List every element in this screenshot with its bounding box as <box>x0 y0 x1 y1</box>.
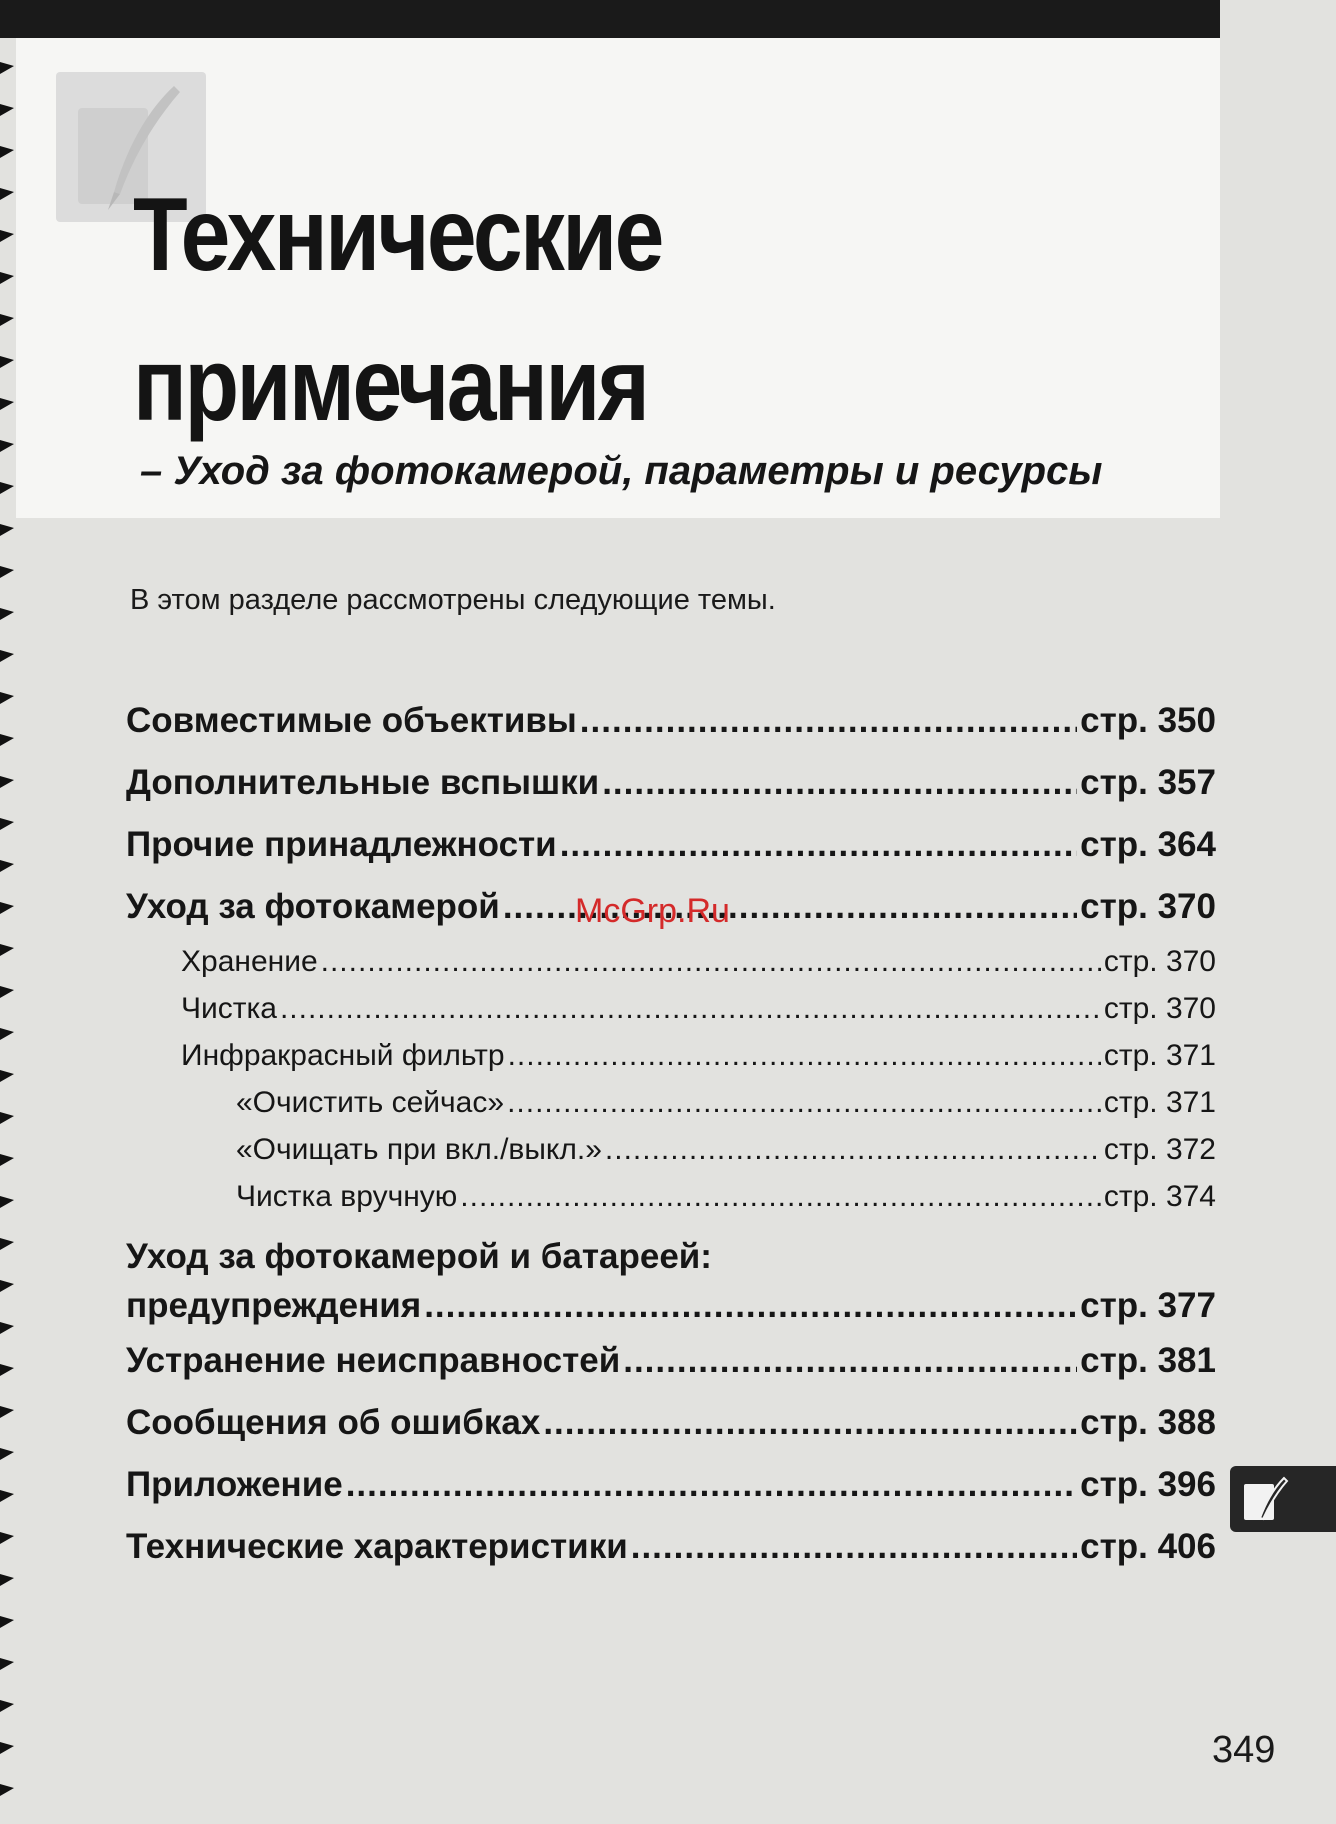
toc-entry[interactable] <box>126 814 1216 876</box>
toc-label: Приложение <box>126 1465 343 1504</box>
toc-page: стр. 370 <box>1080 887 1216 926</box>
toc-subentry[interactable] <box>126 1032 1216 1079</box>
toc-page: стр. 381 <box>1080 1341 1216 1380</box>
toc-label: Дополнительные вспышки <box>126 763 600 802</box>
toc-page: стр. 364 <box>1080 825 1216 864</box>
section-tab[interactable] <box>1230 1466 1336 1532</box>
toc-label: Уход за фотокамерой и батареей: <box>126 1237 712 1276</box>
toc-label: Хранение <box>181 945 318 978</box>
toc-subsubentry[interactable] <box>126 1079 1216 1126</box>
toc-entry[interactable] <box>126 1330 1216 1392</box>
title-line-2: примечания <box>133 327 648 443</box>
toc-entry[interactable] <box>126 1282 1216 1330</box>
toc-entry[interactable] <box>126 1454 1216 1516</box>
toc-subentry[interactable] <box>126 938 1216 985</box>
feather-pen-icon <box>1240 1474 1290 1524</box>
toc-leader <box>543 1392 1077 1454</box>
toc-leader <box>605 1126 1101 1173</box>
toc-label: Сообщения об ошибках <box>126 1403 541 1442</box>
toc-label: Уход за фотокамерой <box>126 887 500 926</box>
toc-page: стр. 396 <box>1080 1465 1216 1504</box>
table-of-contents <box>126 690 1216 1578</box>
toc-page: стр. 372 <box>1103 1133 1216 1166</box>
toc-subsubentry[interactable] <box>126 1126 1216 1173</box>
toc-leader <box>507 1079 1101 1126</box>
intro-text: В этом разделе рассмотрены следующие темы. <box>130 584 776 616</box>
toc-leader <box>631 1516 1077 1578</box>
toc-page: стр. 370 <box>1103 992 1216 1025</box>
toc-label: Совместимые объективы <box>126 701 577 740</box>
page-title <box>133 160 662 460</box>
toc-label-continued: предупреждения <box>126 1286 422 1325</box>
toc-label: Инфракрасный фильтр <box>181 1039 505 1072</box>
toc-entry[interactable] <box>126 1516 1216 1578</box>
toc-leader <box>321 938 1101 985</box>
toc-leader <box>346 1454 1077 1516</box>
toc-label: Чистка <box>181 992 277 1025</box>
toc-page: стр. 371 <box>1103 1039 1216 1072</box>
toc-entry-heading[interactable] <box>126 1232 1216 1282</box>
page-subtitle: – Уход за фотокамерой, параметры и ресурсы <box>140 449 1103 493</box>
toc-label: Прочие принадлежности <box>126 825 557 864</box>
toc-entry[interactable] <box>126 690 1216 752</box>
toc-leader <box>623 1330 1077 1392</box>
toc-leader <box>280 985 1101 1032</box>
toc-page: стр. 370 <box>1103 945 1216 978</box>
spiral-binding <box>0 0 16 1824</box>
watermark: McGrp.Ru <box>575 892 730 930</box>
toc-leader <box>602 752 1077 814</box>
top-bar <box>0 0 1220 38</box>
toc-page: стр. 374 <box>1103 1180 1216 1213</box>
toc-label: «Очищать при вкл./выкл.» <box>236 1133 602 1166</box>
toc-leader <box>424 1282 1077 1330</box>
toc-leader <box>460 1173 1101 1220</box>
toc-page: стр. 388 <box>1080 1403 1216 1442</box>
toc-label: Чистка вручную <box>236 1180 458 1213</box>
toc-leader <box>508 1032 1101 1079</box>
toc-label: Технические характеристики <box>126 1527 628 1566</box>
toc-page: стр. 357 <box>1080 763 1216 802</box>
toc-label: «Очистить сейчас» <box>236 1086 505 1119</box>
toc-page: стр. 406 <box>1080 1527 1216 1566</box>
toc-page: стр. 371 <box>1103 1086 1216 1119</box>
toc-entry[interactable] <box>126 1392 1216 1454</box>
toc-subsubentry[interactable] <box>126 1173 1216 1220</box>
toc-leader <box>560 814 1077 876</box>
title-line-1: Технические <box>133 177 662 293</box>
toc-page: стр. 377 <box>1080 1286 1216 1325</box>
toc-subentry[interactable] <box>126 985 1216 1032</box>
toc-leader <box>580 690 1077 752</box>
toc-label: Устранение неисправностей <box>126 1341 621 1380</box>
toc-page: стр. 350 <box>1080 701 1216 740</box>
page-number: 349 <box>1212 1729 1276 1771</box>
toc-entry[interactable] <box>126 752 1216 814</box>
